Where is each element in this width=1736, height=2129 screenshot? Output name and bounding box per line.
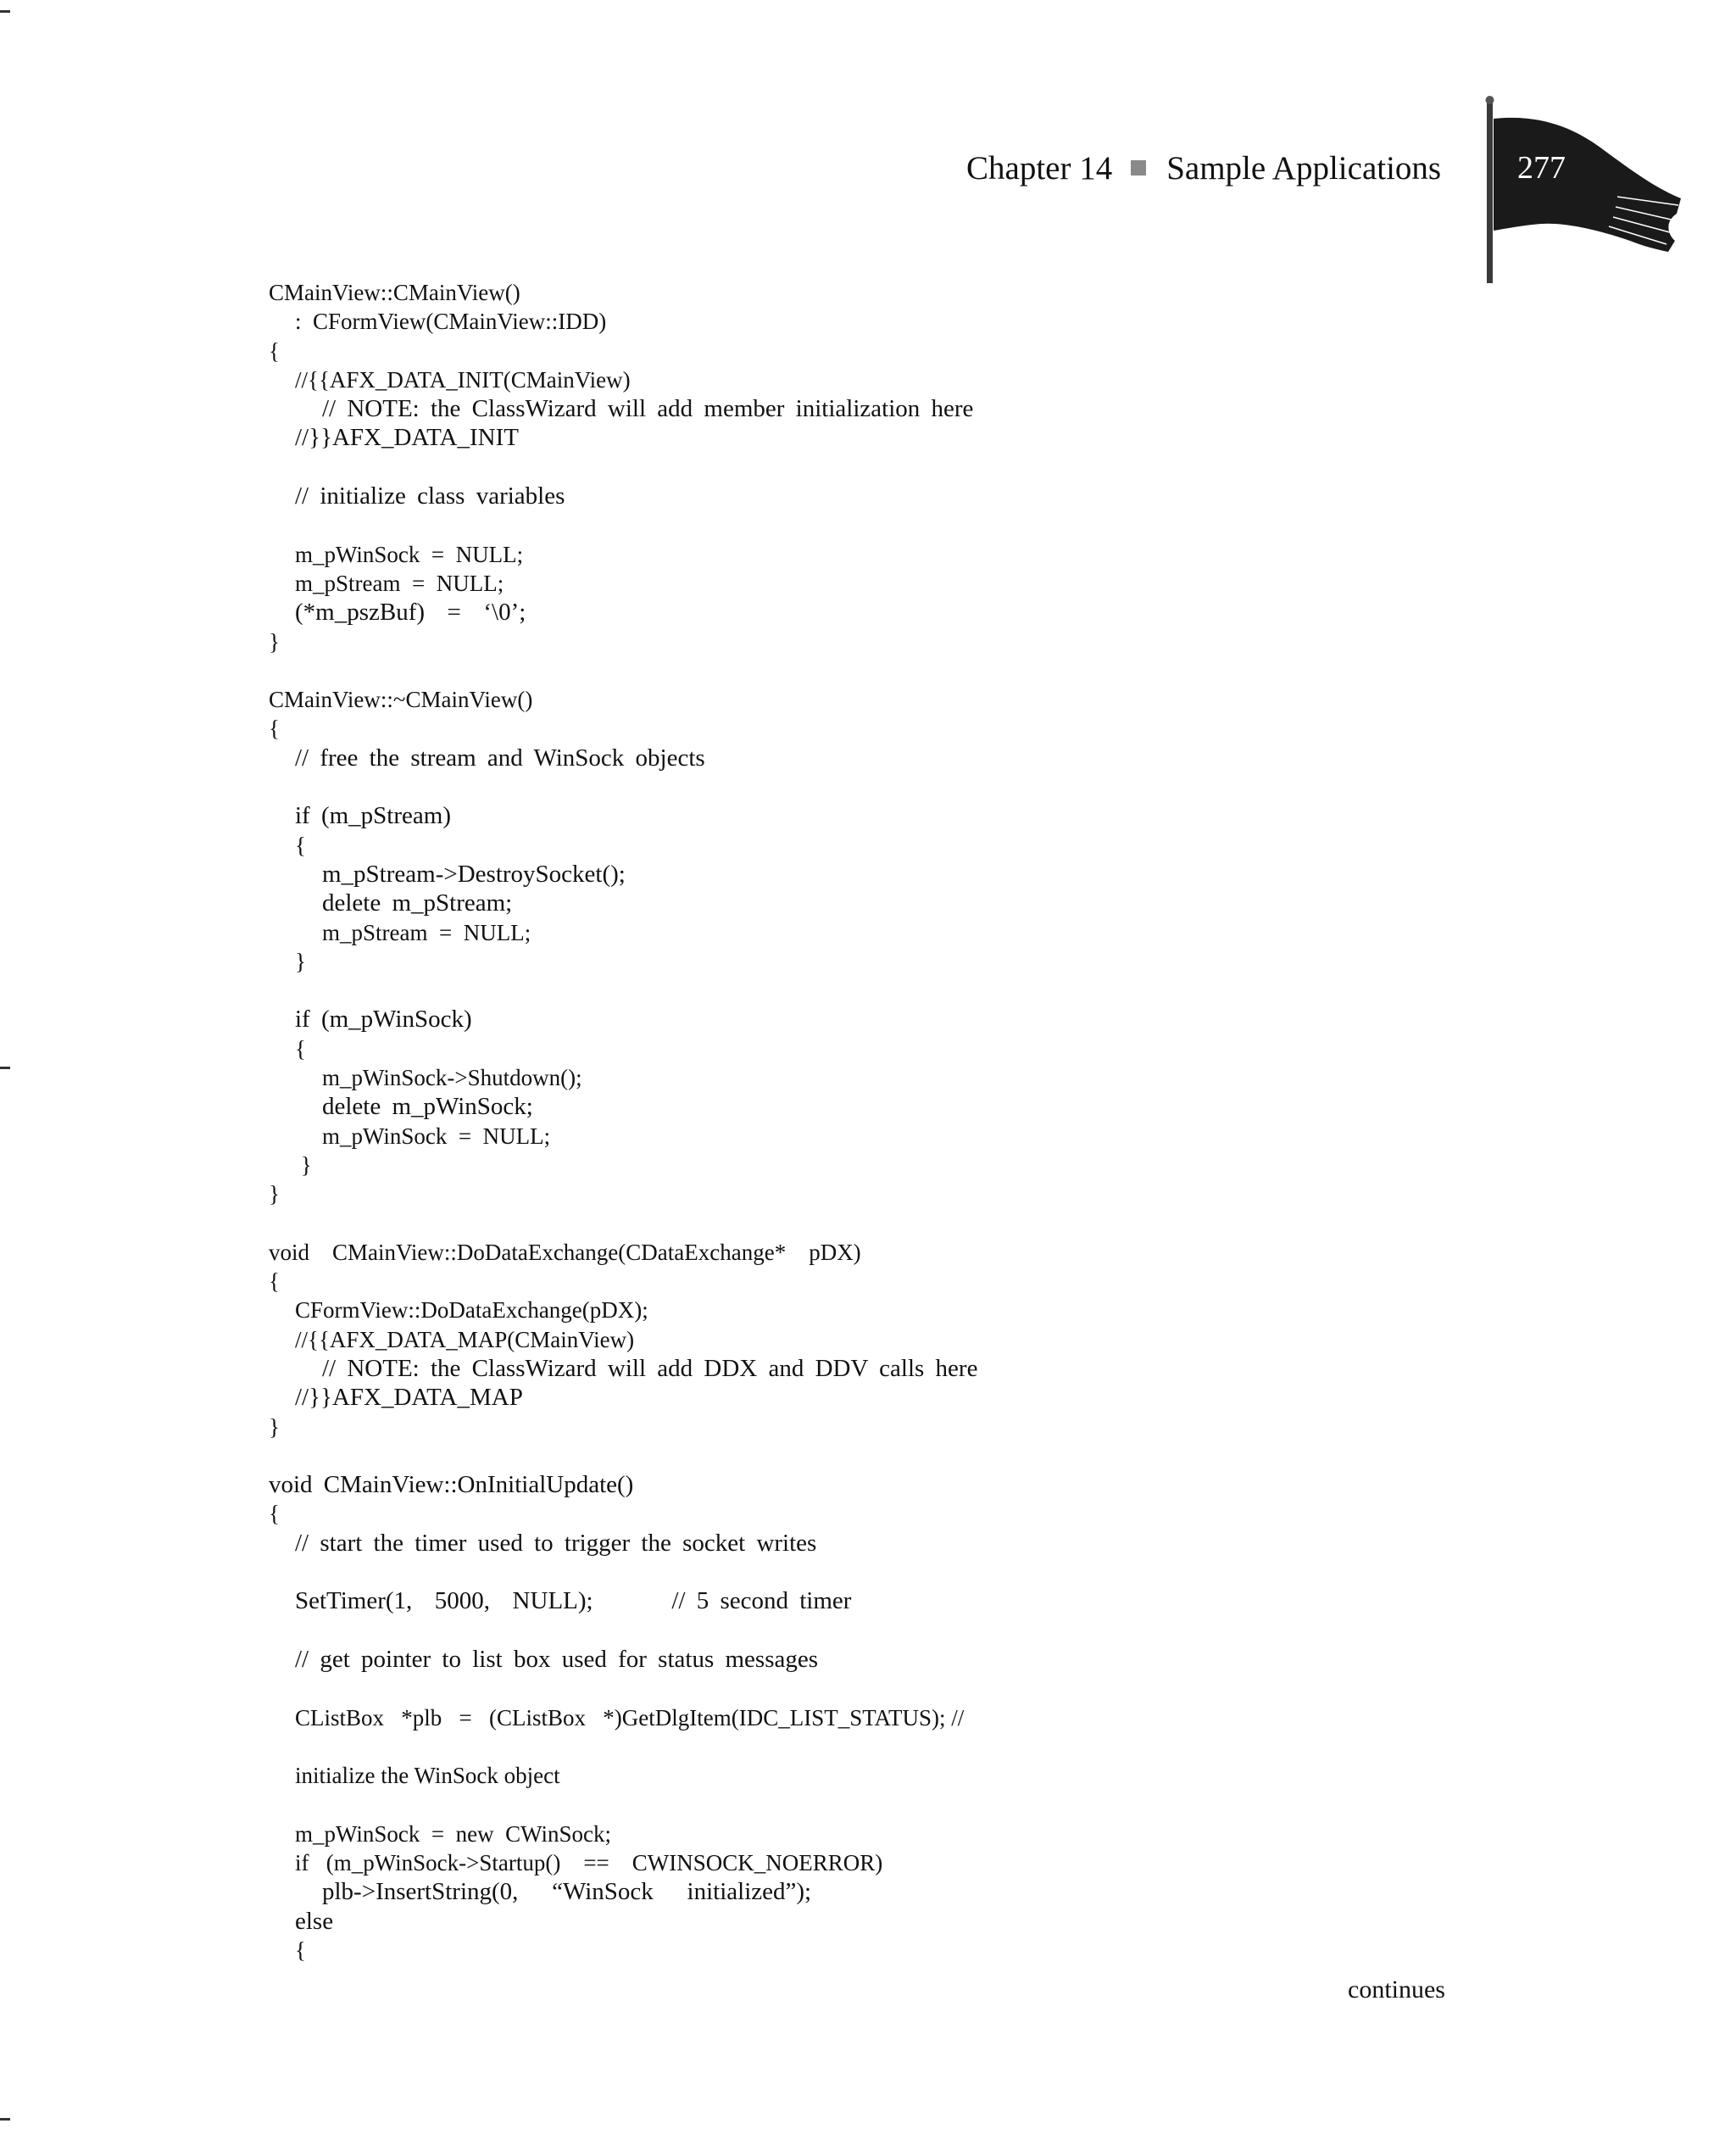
continues-note: continues bbox=[1348, 1976, 1445, 2004]
code-line: { bbox=[295, 832, 306, 858]
left-edge-mark-top bbox=[0, 10, 10, 13]
code-line: } bbox=[269, 628, 280, 655]
code-line: // free the stream and WinSock objects bbox=[295, 744, 705, 772]
code-line: { bbox=[269, 1268, 280, 1295]
code-line: : CFormView(CMainView::IDD) bbox=[295, 309, 607, 335]
code-line: // get pointer to list box used for status messages bbox=[295, 1645, 819, 1673]
code-line: { bbox=[269, 1501, 280, 1527]
code-line: { bbox=[295, 1937, 306, 1963]
code-line: plb->InsertString(0, “WinSock initialized”); bbox=[322, 1878, 812, 1906]
code-line: //{{AFX_DATA_INIT(CMainView) bbox=[295, 366, 631, 393]
running-header bbox=[966, 142, 1441, 193]
code-line: CMainView::~CMainView() bbox=[269, 687, 533, 713]
code-line: m_pStream = NULL; bbox=[295, 570, 504, 596]
code-line: if (m_pWinSock->Startup() == CWINSOCK_NOERROR) bbox=[295, 1850, 883, 1876]
code-line: m_pWinSock = new CWinSock; bbox=[295, 1820, 612, 1847]
blank-line bbox=[269, 510, 1455, 539]
left-edge-mark-bottom bbox=[0, 2118, 10, 2121]
code-line: // NOTE: the ClassWizard will add member initialization here bbox=[322, 395, 974, 423]
code-line: initialize the WinSock object bbox=[295, 1763, 560, 1789]
code-line: // start the timer used to trigger the socket writes bbox=[295, 1529, 817, 1557]
code-line: CListBox *plb = (CListBox *)GetDlgItem(IDC_LIST_STATUS); // bbox=[295, 1704, 965, 1731]
code-line: { bbox=[269, 337, 280, 364]
blank-line bbox=[269, 1558, 1455, 1586]
code-line: // NOTE: the ClassWizard will add DDX and DDV calls here bbox=[322, 1354, 978, 1382]
code-line: CFormView::DoDataExchange(pDX); bbox=[295, 1297, 648, 1324]
code-line: delete m_pStream; bbox=[322, 889, 513, 917]
code-line: void CMainView::OnInitialUpdate() bbox=[269, 1471, 634, 1499]
blank-line bbox=[269, 1790, 1455, 1819]
code-line: m_pWinSock = NULL; bbox=[322, 1123, 551, 1149]
code-line: { bbox=[269, 716, 280, 742]
code-line: delete m_pWinSock; bbox=[322, 1093, 533, 1121]
blank-line bbox=[269, 1732, 1455, 1761]
code-line: if (m_pWinSock) bbox=[295, 1006, 472, 1034]
code-line: } bbox=[269, 1181, 280, 1207]
code-line: else bbox=[295, 1907, 334, 1935]
code-line: m_pWinSock->Shutdown(); bbox=[322, 1065, 582, 1091]
page-number: 277 bbox=[1517, 150, 1566, 186]
left-edge-mark-middle bbox=[0, 1067, 10, 1069]
code-line: SetTimer(1, 5000, NULL); // 5 second timer bbox=[295, 1587, 852, 1615]
code-line: { bbox=[295, 1035, 306, 1062]
code-line: //}}AFX_DATA_MAP bbox=[295, 1384, 523, 1412]
blank-line bbox=[269, 1616, 1455, 1645]
windsock-tab-icon bbox=[1473, 95, 1685, 286]
blank-line bbox=[269, 1441, 1455, 1470]
code-line: } bbox=[269, 1413, 280, 1440]
blank-line bbox=[269, 656, 1455, 685]
blank-line bbox=[269, 1674, 1455, 1703]
code-line: } bbox=[295, 948, 306, 974]
code-line: m_pStream = NULL; bbox=[322, 919, 531, 945]
code-line: CMainView::CMainView() bbox=[269, 280, 520, 305]
code-line: // initialize class variables bbox=[295, 482, 565, 510]
code-line: void CMainView::DoDataExchange(CDataExchange* pDX) bbox=[269, 1239, 861, 1265]
blank-line bbox=[269, 1209, 1455, 1238]
section-title: Sample Applications bbox=[1166, 149, 1442, 187]
code-line: m_pWinSock = NULL; bbox=[295, 541, 524, 567]
square-bullet-icon bbox=[1131, 160, 1146, 176]
blank-line bbox=[269, 976, 1455, 1005]
code-line: } bbox=[295, 1151, 312, 1178]
code-line: //}}AFX_DATA_INIT bbox=[295, 424, 519, 452]
code-line: //{{AFX_DATA_MAP(CMainView) bbox=[295, 1326, 635, 1352]
code-line: if (m_pStream) bbox=[295, 802, 451, 830]
code-line: m_pStream->DestroySocket(); bbox=[322, 860, 626, 888]
blank-line bbox=[269, 453, 1455, 482]
code-line: (*m_pszBuf) = ‘\0’; bbox=[295, 599, 526, 627]
chapter-label: Chapter 14 bbox=[966, 149, 1113, 187]
blank-line bbox=[269, 772, 1455, 801]
code-listing bbox=[269, 278, 1455, 1965]
